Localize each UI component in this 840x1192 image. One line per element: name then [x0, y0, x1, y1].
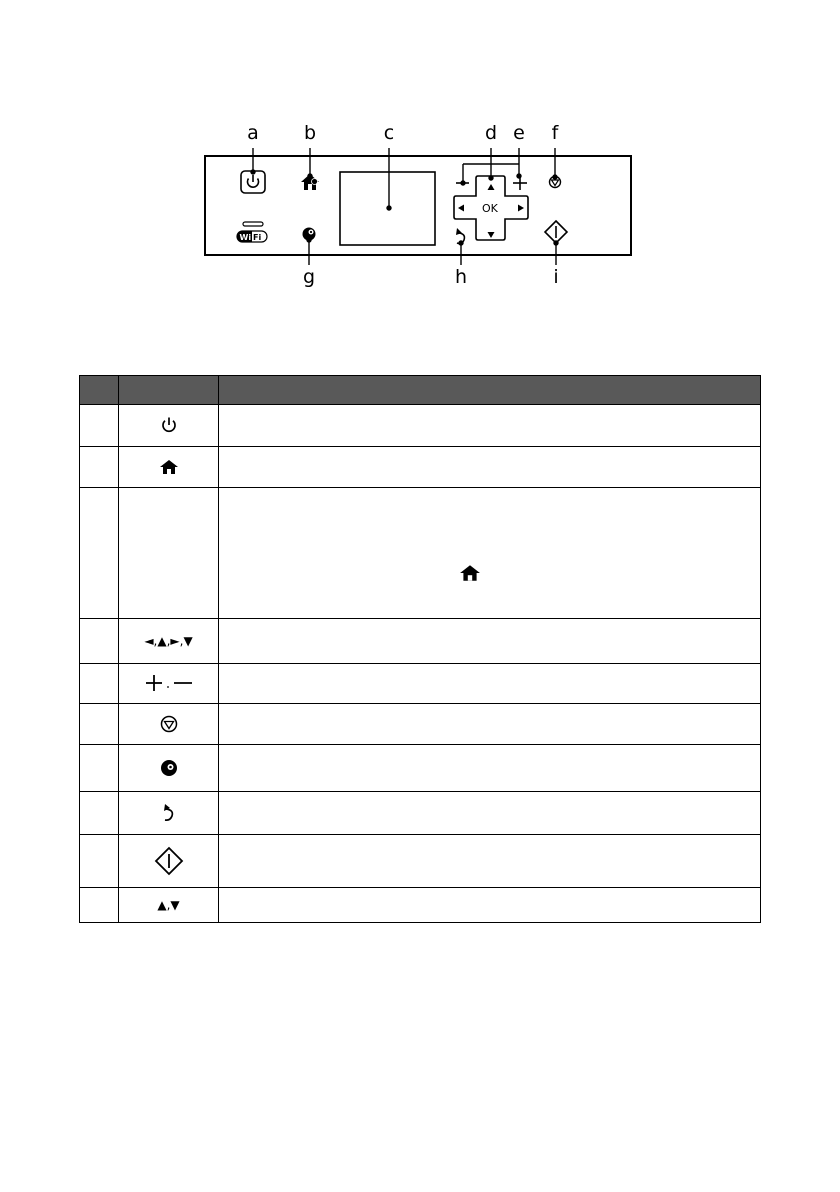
- table-row: [80, 835, 761, 888]
- control-panel-drawing: [0, 0, 840, 300]
- control-panel-table: [79, 375, 761, 923]
- row-key-cell: [80, 664, 119, 704]
- up-down-arrows-icon: ▲,▼: [157, 898, 180, 912]
- start-button: [545, 221, 567, 243]
- row-description-cell: [219, 619, 761, 664]
- header-cell-key: [80, 376, 119, 405]
- callout-leaders: [251, 148, 558, 265]
- row-description-cell: [219, 405, 761, 447]
- callout-b: b: [303, 122, 317, 144]
- callout-d: d: [484, 122, 498, 144]
- table-row: [80, 888, 761, 923]
- row-icon-cell: [119, 664, 219, 704]
- callout-a: a: [247, 122, 259, 144]
- header-cell-button: [119, 376, 219, 405]
- callout-g: g: [302, 266, 316, 288]
- table-row: [80, 488, 761, 619]
- back-icon: [161, 803, 177, 823]
- table-row: [80, 405, 761, 447]
- svg-text:Fi: Fi: [253, 233, 262, 242]
- row-key-cell: [80, 488, 119, 619]
- header-cell-function: [219, 376, 761, 405]
- row-key-cell: [80, 405, 119, 447]
- table-row: [80, 745, 761, 792]
- row-icon-cell: [119, 835, 219, 888]
- callout-i: i: [553, 266, 559, 288]
- row-description-cell: [219, 745, 761, 792]
- row-description-cell: [219, 447, 761, 488]
- row-description-cell: [219, 835, 761, 888]
- row-key-cell: [80, 704, 119, 745]
- arrow-right-mark: [518, 205, 524, 212]
- row-icon-cell: [119, 704, 219, 745]
- table-header-row: [80, 376, 761, 405]
- row-key-cell: [80, 745, 119, 792]
- arrow-down-mark: [488, 232, 495, 238]
- table-row: [80, 664, 761, 704]
- control-panel-diagram: [0, 0, 840, 300]
- plus-minus-icon: [144, 674, 194, 692]
- svg-text:Wi: Wi: [239, 233, 252, 242]
- panel-outline: [205, 156, 631, 255]
- table-row: [80, 704, 761, 745]
- row-key-cell: [80, 792, 119, 835]
- stop-icon: [160, 715, 178, 733]
- row-icon-cell: [119, 888, 219, 923]
- row-icon-cell: [119, 792, 219, 835]
- wifi-indicator: [237, 222, 267, 242]
- table-row: [80, 447, 761, 488]
- row-key-cell: [80, 447, 119, 488]
- row-icon-cell: [119, 619, 219, 664]
- row-icon-cell: [119, 447, 219, 488]
- ok-button-label: OK: [482, 202, 498, 215]
- arrow-up-mark: [488, 184, 495, 190]
- table-row: [80, 619, 761, 664]
- row-icon-cell: [119, 745, 219, 792]
- callout-f: f: [551, 122, 559, 144]
- help-icon: [160, 759, 178, 777]
- row-icon-cell: [119, 405, 219, 447]
- row-description-cell: [219, 664, 761, 704]
- row-description-cell: [219, 888, 761, 923]
- row-key-cell: [80, 888, 119, 923]
- home-icon: [459, 564, 481, 582]
- arrow-left-mark: [458, 205, 464, 212]
- power-icon: [160, 416, 178, 434]
- row-icon-cell: [119, 488, 219, 619]
- start-icon: [154, 846, 184, 876]
- home-icon: [159, 459, 179, 475]
- callout-h: h: [454, 266, 468, 288]
- arrows-icon: ◄,▲,►,▼: [144, 634, 193, 648]
- callout-c: c: [383, 122, 395, 144]
- row-key-cell: [80, 835, 119, 888]
- row-description-cell: [219, 488, 761, 619]
- row-description-cell: [219, 792, 761, 835]
- callout-e: e: [513, 122, 525, 144]
- row-key-cell: [80, 619, 119, 664]
- table-row: [80, 792, 761, 835]
- row-description-cell: [219, 704, 761, 745]
